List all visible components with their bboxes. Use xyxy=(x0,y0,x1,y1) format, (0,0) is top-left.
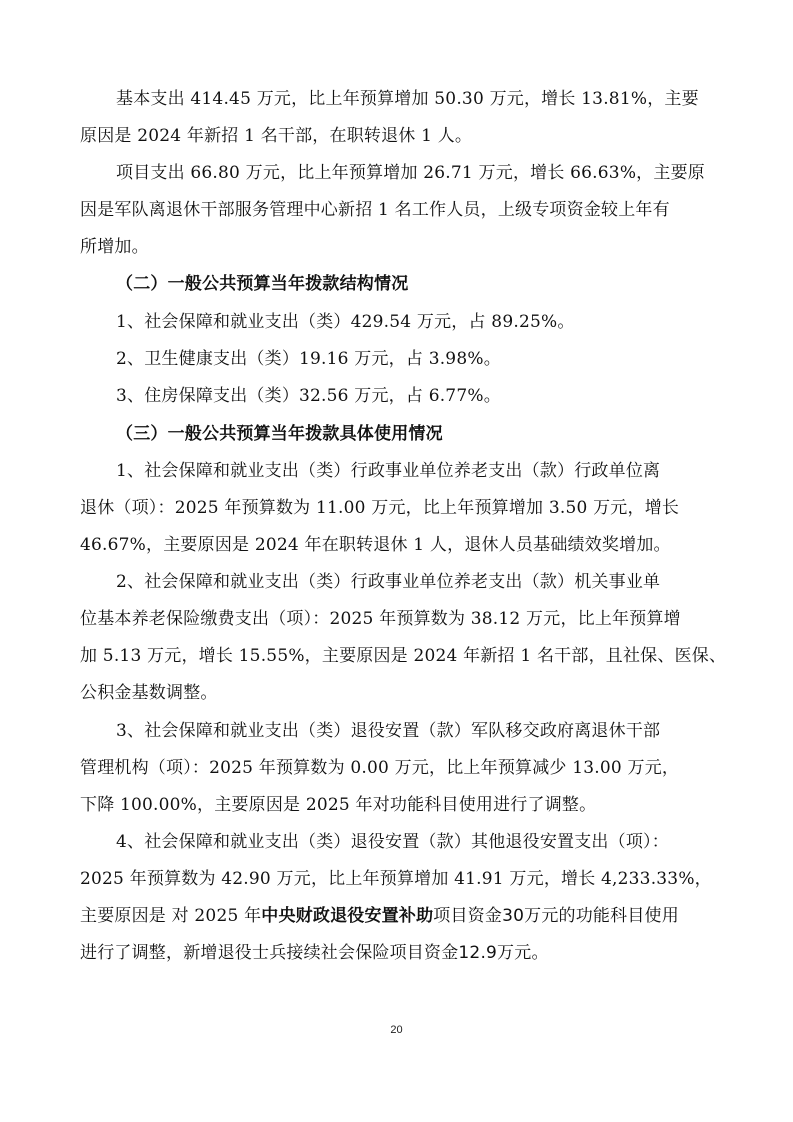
usage-3-line-3: 下降 100.00%，主要原因是 2025 年对功能科目使用进行了调整。 xyxy=(80,795,597,815)
veteran-insurance-text: 退役士兵接续社会保险项目资金12.9万元。 xyxy=(217,943,549,963)
usage-2-line-2: 位基本养老保险缴费支出（项）：2025 年预算数为 38.12 万元，比上年预算增 xyxy=(80,609,681,629)
structure-item-health: 2、卫生健康支出（类）19.16 万元，占 3.98%。 xyxy=(116,349,501,369)
usage-2-line-3: 加 5.13 万元，增长 15.55%，主要原因是 2024 年新招 1 名干部，且社保、医保、 xyxy=(80,646,727,666)
basic-expense-line-1: 基本支出 414.45 万元，比上年预算增加 50.30 万元，增长 13.81%，主要 xyxy=(116,89,699,109)
usage-2-line-4: 公积金基数调整。 xyxy=(80,683,218,703)
project-expense-line-2: 因是军队离退休干部服务管理中心新招 1 名工作人员，上级专项资金较上年有 xyxy=(80,200,670,220)
usage-4-line-4 xyxy=(80,943,549,963)
usage-4-line-4-start: 进行了调整，新增 xyxy=(80,943,218,963)
usage-1-line-1: 1、社会保障和就业支出（类）行政事业单位养老支出（款）行政单位离 xyxy=(116,461,661,481)
project-expense-line-1: 项目支出 66.80 万元，比上年预算增加 26.71 万元，增长 66.63%，主要原 xyxy=(116,163,705,183)
usage-4-line-3-end: 项目资金30万元的功能科目使用 xyxy=(433,906,679,926)
usage-4-line-1: 4、社会保障和就业支出（类）退役安置（款）其他退役安置支出（项）： xyxy=(116,832,669,852)
structure-item-housing: 3、住房保障支出（类）32.56 万元，占 6.77%。 xyxy=(116,386,501,406)
section-heading-usage: （三）一般公共预算当年拨款具体使用情况 xyxy=(116,424,443,444)
page-number: 20 xyxy=(390,1024,403,1036)
structure-item-social-security: 1、社会保障和就业支出（类）429.54 万元，占 89.25%。 xyxy=(116,312,575,332)
usage-4-line-2: 2025 年预算数为 42.90 万元，比上年预算增加 41.91 万元，增长 4,233.33%， xyxy=(80,869,712,889)
project-expense-line-3: 所增加。 xyxy=(80,237,149,257)
section-heading-structure: （二）一般公共预算当年拨款结构情况 xyxy=(116,274,409,294)
central-subsidy-text: 中央财政退役安置补助 xyxy=(261,906,434,926)
usage-2-line-1: 2、社会保障和就业支出（类）行政事业单位养老支出（款）机关事业单 xyxy=(116,572,661,592)
usage-1-line-2: 退休（项）：2025 年预算数为 11.00 万元，比上年预算增加 3.50 万元，增长 xyxy=(80,498,680,518)
usage-4-line-3-start: 主要原因是 对 2025 年 xyxy=(80,906,262,926)
usage-3-line-2: 管理机构（项）：2025 年预算数为 0.00 万元，比上年预算减少 13.00 万元， xyxy=(80,758,680,778)
usage-4-line-3 xyxy=(80,906,679,926)
usage-3-line-1: 3、社会保障和就业支出（类）退役安置（款）军队移交政府离退休干部 xyxy=(116,721,661,741)
basic-expense-line-2: 原因是 2024 年新招 1 名干部，在职转退休 1 人。 xyxy=(80,126,473,146)
usage-1-line-3: 46.67%，主要原因是 2024 年在职转退休 1 人，退休人员基础绩效奖增加。 xyxy=(80,535,671,555)
